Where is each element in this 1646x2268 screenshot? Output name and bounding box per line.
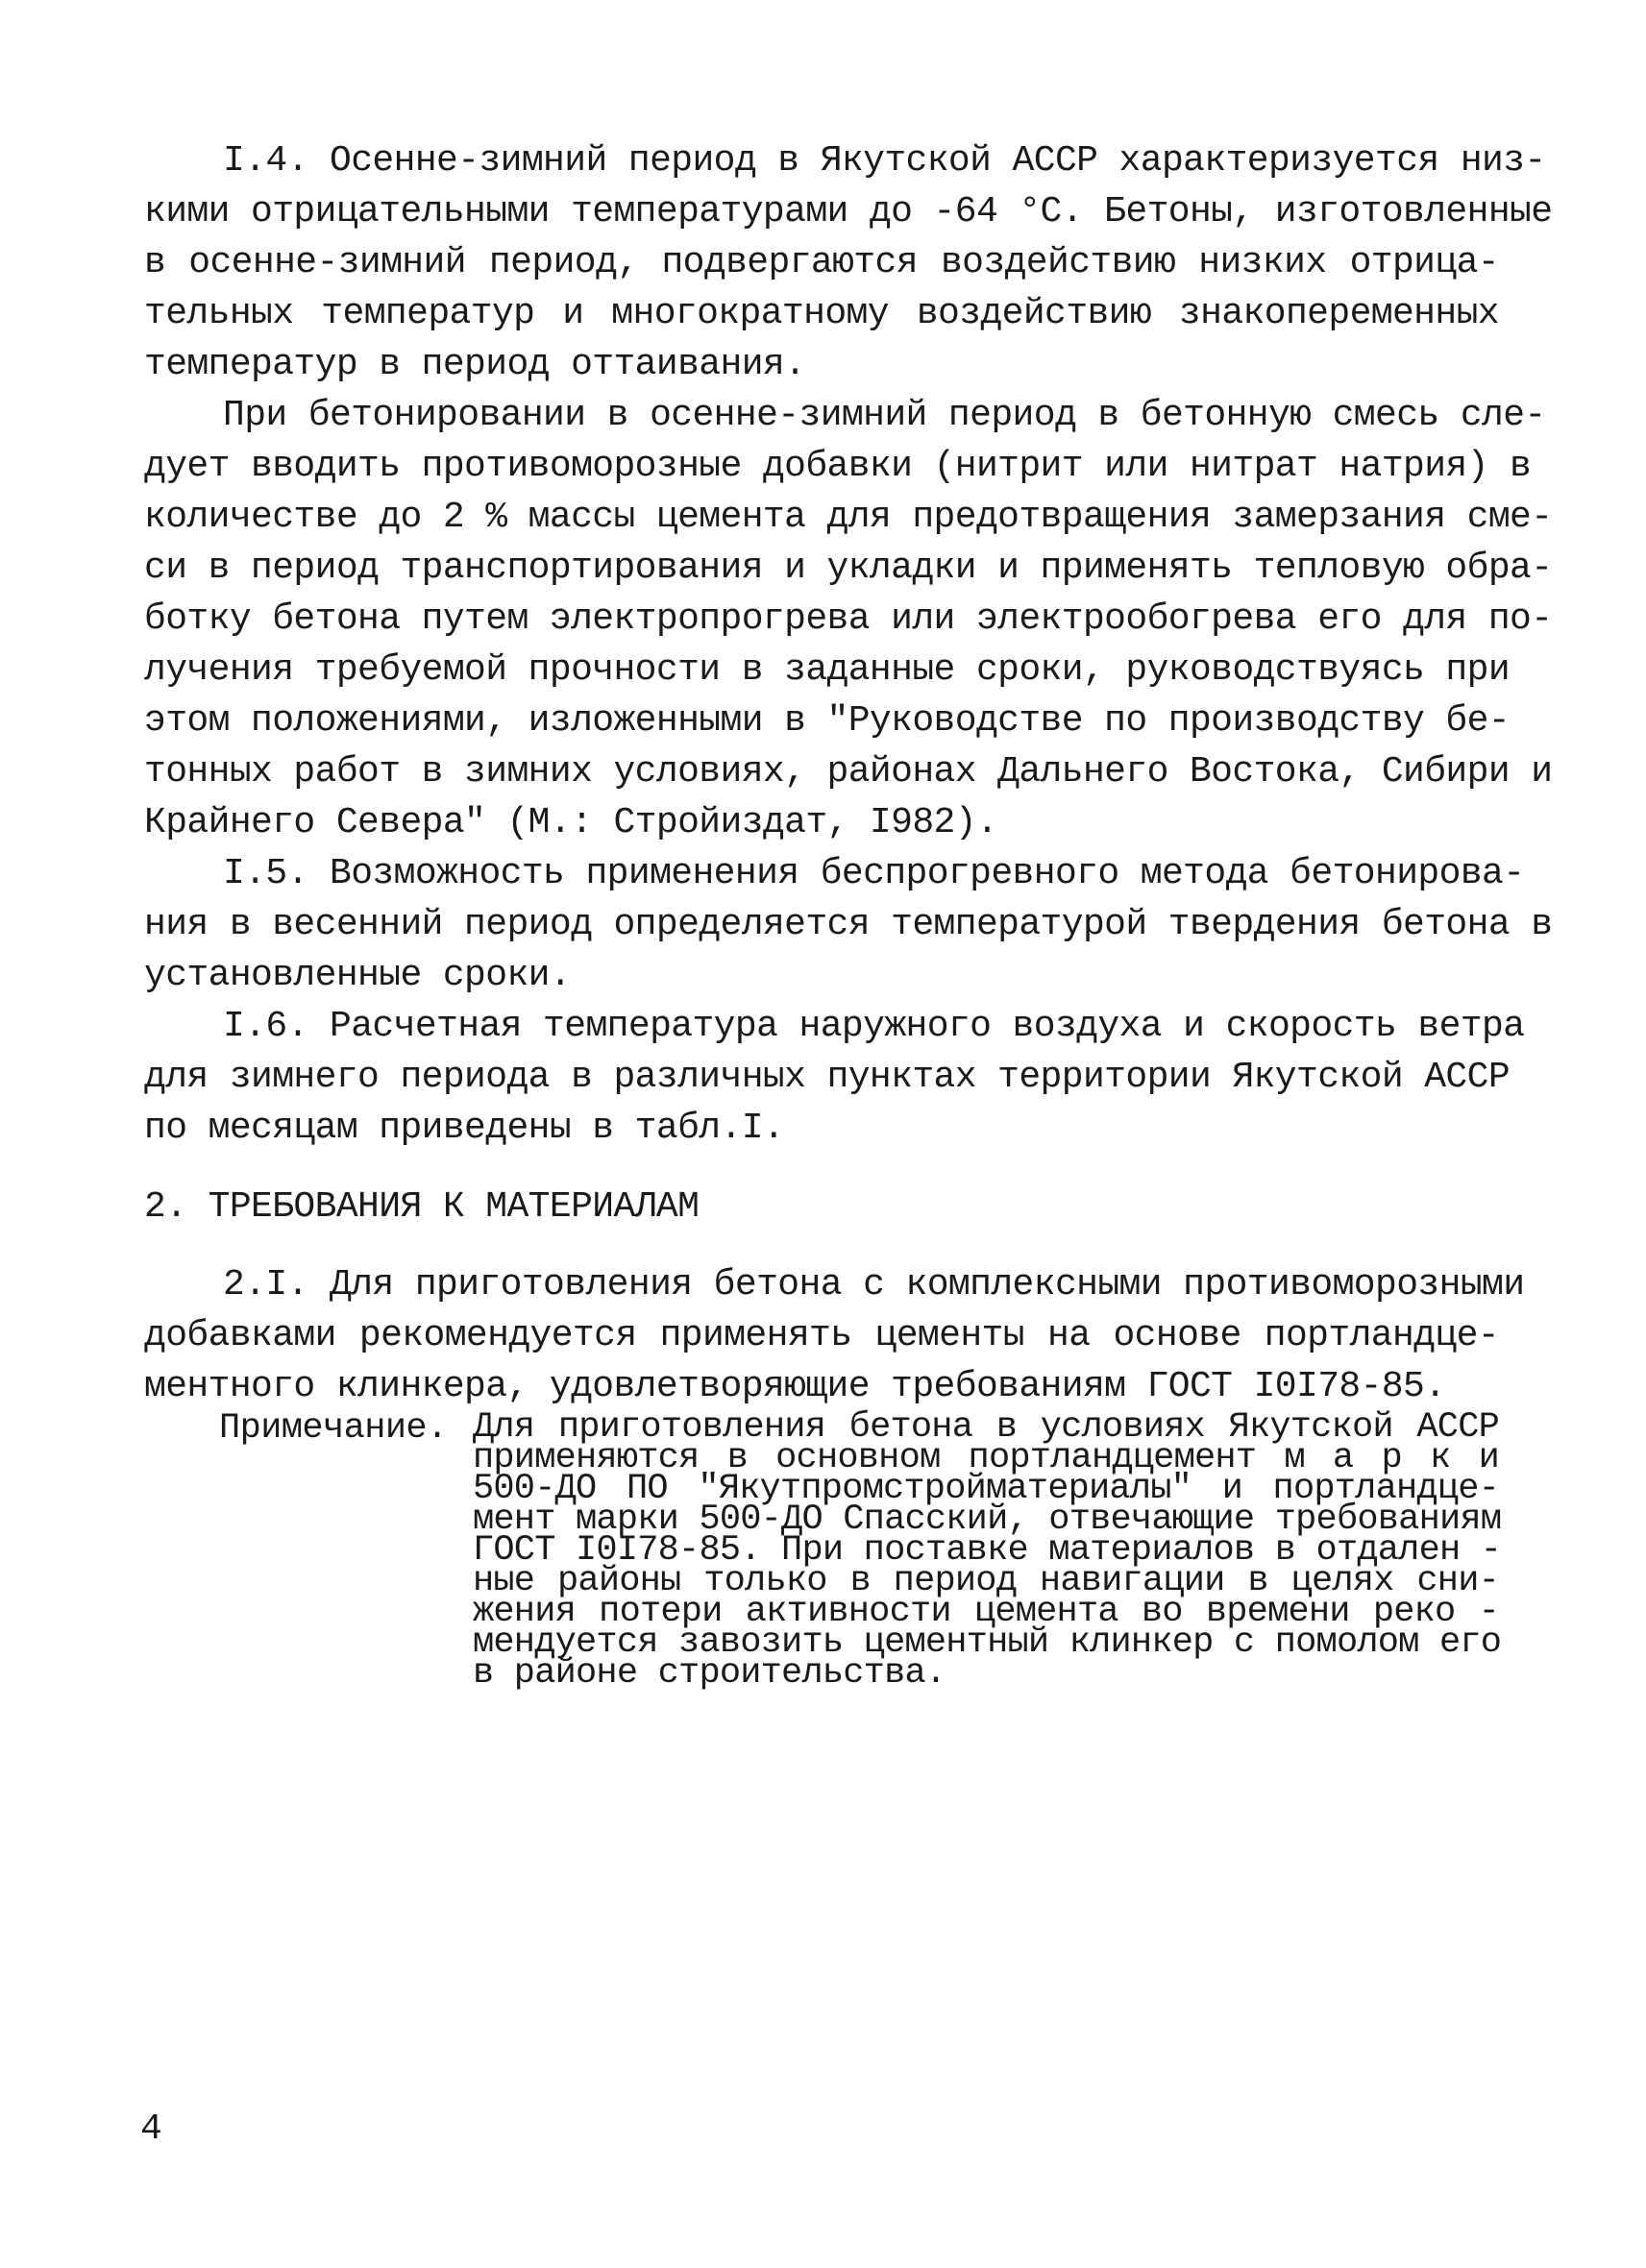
text-line: тельных температур и многократному воздействию знакопеременных: [144, 293, 1499, 334]
text-line: I.6. Расчетная температура наружного воздуха и скорость ветра: [223, 1006, 1525, 1047]
text-line: температур в период оттаивания.: [144, 344, 806, 385]
text-line: При бетонировании в осенне-зимний период в бетонную смесь сле-: [223, 395, 1546, 436]
text-line: по месяцам приведены в табл.I.: [144, 1108, 785, 1149]
section-heading: 2. ТРЕБОВАНИЯ К МАТЕРИАЛАМ: [144, 1186, 700, 1228]
text-line: для зимнего периода в различных пунктах территории Якутской АССР: [144, 1057, 1511, 1098]
text-line: ботку бетона путем электропрогрева или электрообогрева его для по-: [144, 598, 1553, 640]
text-line: количестве до 2 % массы цемента для предотвращения замерзания сме-: [144, 497, 1553, 538]
text-line: дует вводить противоморозные добавки (нитрит или нитрат натрия) в: [144, 446, 1532, 487]
page-number: 4: [140, 2109, 162, 2150]
note-line: мент марки 500-ДО Спасский, отвечающие требованиям: [473, 1500, 1502, 1540]
note-line: ГОСТ I0I78-85. При поставке материалов в отдален -: [473, 1530, 1502, 1571]
note-line: ные районы только в период навигации в целях сни-: [473, 1561, 1499, 1601]
note-line: в районе строительства.: [473, 1653, 946, 1694]
text-line: ния в весенний период определяется температурой твердения бетона в: [144, 904, 1553, 945]
text-line: ментного клинкера, удовлетворяющие требованиям ГОСТ I0I78-85.: [144, 1366, 1446, 1407]
text-line: лучения требуемой прочности в заданные сроки, руководствуясь при: [144, 649, 1511, 691]
text-line: 2.I. Для приготовления бетона с комплексными противоморозными: [223, 1264, 1525, 1305]
text-line: кими отрицательными температурами до -64 °С. Бетоны, изготовленные: [144, 191, 1553, 232]
text-line: си в период транспортирования и укладки и применять тепловую обра-: [144, 548, 1553, 589]
text-line: I.4. Осенне-зимний период в Якутской АССР характеризуется низ-: [223, 140, 1546, 182]
text-line: I.5. Возможность применения беспрогревного метода бетонирова-: [223, 853, 1525, 894]
note-line: Для приготовления бетона в условиях Якутской АССР: [473, 1407, 1499, 1448]
text-line: добавками рекомендуется применять цементы на основе портландце-: [144, 1315, 1499, 1356]
note-label: Примечание.: [219, 1408, 448, 1449]
note-line: 500-ДО ПО "Якутпромстройматериалы" и портландце-: [473, 1469, 1499, 1509]
text-line: этом положениями, изложенными в "Руководстве по производству бе-: [144, 700, 1511, 742]
text-line: в осенне-зимний период, подвергаются воздействию низких отрица-: [144, 242, 1499, 283]
text-line: Крайнего Севера" (М.: Стройиздат, I982).: [144, 802, 998, 843]
note-line: жения потери активности цемента во времени реко -: [473, 1592, 1499, 1632]
note-line: применяются в основном портландцемент м а р к и: [473, 1438, 1499, 1478]
text-line: тонных работ в зимних условиях, районах Дальнего Востока, Сибири и: [144, 751, 1553, 793]
text-line: установленные сроки.: [144, 955, 572, 996]
note-line: мендуется завозить цементный клинкер с помолом его: [473, 1622, 1502, 1663]
